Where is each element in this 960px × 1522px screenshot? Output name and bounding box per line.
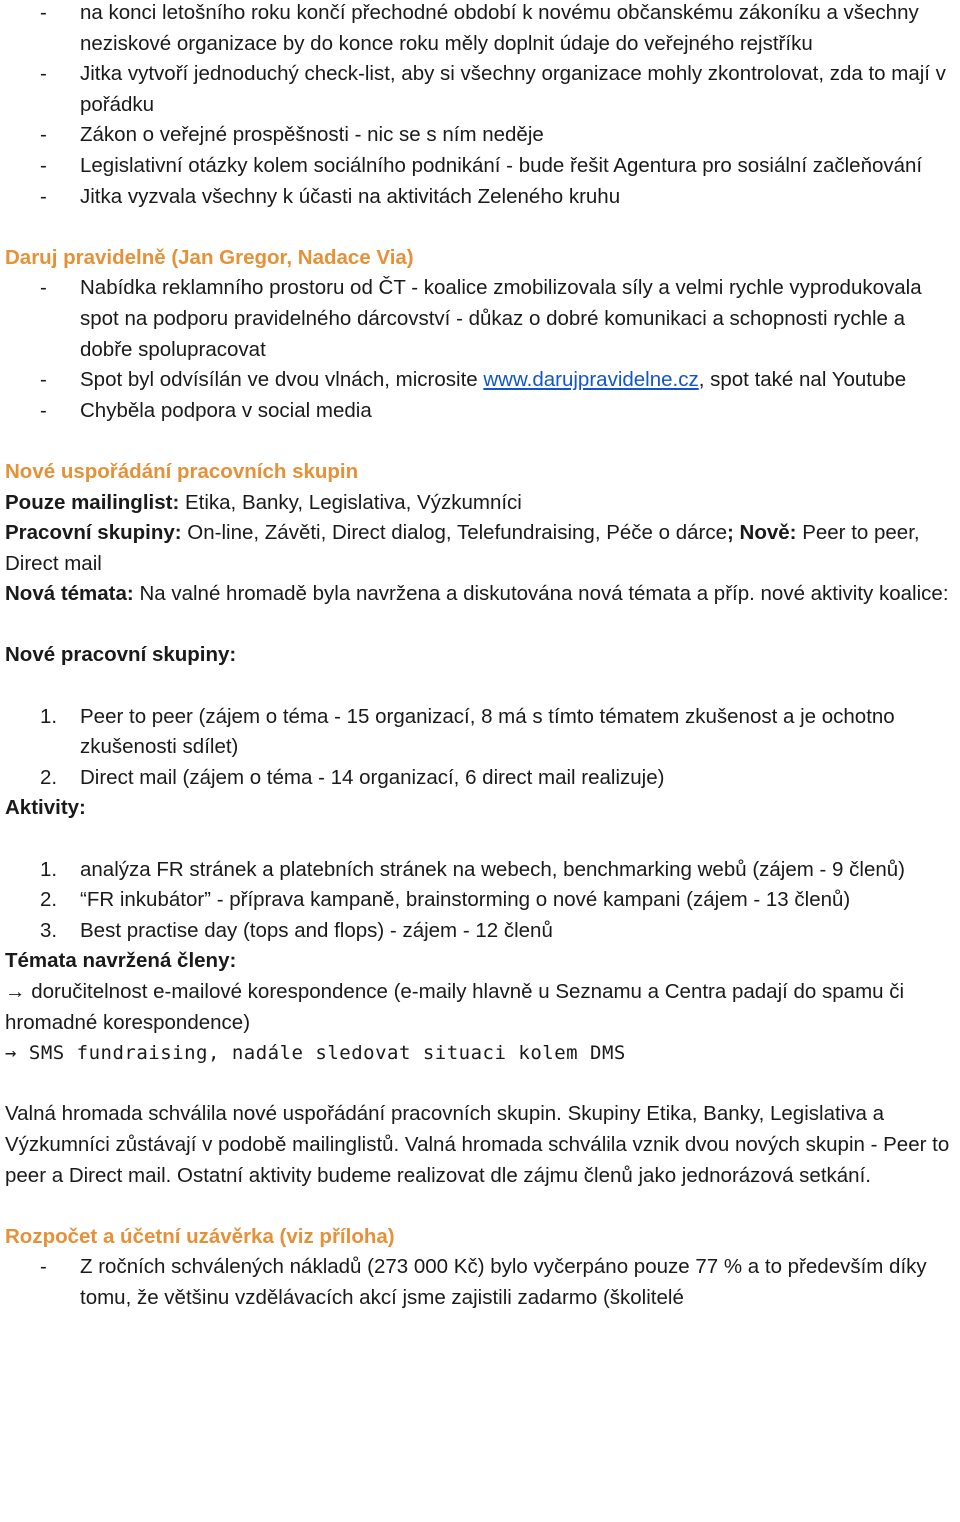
mailinglist-line: Pouze mailinglist: Etika, Banky, Legislativa, Výzkumníci xyxy=(5,490,522,514)
list-item: - Zákon o veřejné prospěšnosti - nic se s ním neděje xyxy=(5,120,957,151)
list-item: - Legislativní otázky kolem sociálního podnikání - bude řešit Agentura pro sosiální začleňování xyxy=(5,151,957,182)
list-item-text: Jitka vyzvala všechny k účasti na aktivitách Zeleného kruhu xyxy=(80,184,621,208)
list-item-text: Jitka vytvoří jednoduchý check-list, aby si všechny organizace mohly zkontrolovat, zda to mají v pořádku xyxy=(80,62,946,116)
list-item: - Nabídka reklamního prostoru od ČT - koalice zmobilizovala síly a velmi rychle vyprodukovala spot na podporu pravidelného dárcovství - důkaz o dobré komunikaci a schopnosti rychle a dobře spolupracovat xyxy=(5,273,957,365)
numbered-item: 2. Direct mail (zájem o téma - 14 organizací, 6 direct mail realizuje) xyxy=(40,765,665,789)
nove-skupiny-heading: Nové pracovní skupiny: xyxy=(5,643,237,667)
navrzena-item: → SMS fundraising, nadále sledovat situaci kolem DMS xyxy=(5,1042,626,1065)
list-item-text: Spot byl odvísílán ve dvou vlnách, microsite www.darujpravidelne.cz, spot také nal Youtube xyxy=(80,368,907,392)
numbered-item: 3. Best practise day (tops and flops) - zájem - 12 členů xyxy=(40,918,553,942)
list-item: - Jitka vyzvala všechny k účasti na aktivitách Zeleného kruhu xyxy=(5,182,957,213)
list-item-text: Zákon o veřejné prospěšnosti - nic se s ním neděje xyxy=(80,123,544,147)
list-item-text: Legislativní otázky kolem sociálního podnikání - bude řešit Agentura pro sosiální začleňování xyxy=(80,153,923,177)
list-item: - Z ročních schválených nákladů (273 000 Kč) bylo vyčerpáno pouze 77 % a to především díky tomu, že většinu vzdělávacích akcí jsme zajistili zadarmo (školitelé xyxy=(5,1252,957,1313)
section-heading-skupiny: Nové uspořádání pracovních skupin xyxy=(5,459,359,483)
list-item-text: Nabídka reklamního prostoru od ČT - koalice zmobilizovala síly a velmi rychle vyprodukovala spot na podporu pravidelného dárcovství - důkaz o dobré komunikaci a schopnosti rychle a dobře spolupracovat xyxy=(80,276,922,361)
list-item: - Jitka vytvoří jednoduchý check-list, aby si všechny organizace mohly zkontrolovat, zda to mají v pořádku xyxy=(5,59,957,120)
list-item: - na konci letošního roku končí přechodné období k novému občanskému zákoníku a všechny neziskové organizace by do konce roku měly doplnit údaje do veřejného rejstříku xyxy=(5,0,957,59)
aktivity-heading: Aktivity: xyxy=(5,796,86,820)
microsite-link[interactable]: www.darujpravidelne.cz xyxy=(483,368,699,392)
list-item: - Chyběla podpora v social media xyxy=(5,396,957,427)
numbered-item: 1. Peer to peer (zájem o téma - 15 organizací, 8 má s tímto tématem zkušenost a je ochotno zkušenosti sdílet) xyxy=(40,704,895,759)
list-item-text: na konci letošního roku končí přechodné období k novému občanskému zákoníku a všechny neziskové organizace by do konce roku měly doplnit údaje do veřejného rejstříku xyxy=(80,1,919,55)
list-item-text: Chyběla podpora v social media xyxy=(80,398,372,422)
numbered-item: 1. analýza FR stránek a platebních stránek na webech, benchmarking webů (zájem - 9 členů) xyxy=(40,857,905,881)
summary-paragraph: Valná hromada schválila nové uspořádání pracovních skupin. Skupiny Etika, Banky, Legislativa a Výzkumníci zůstávají v podobě mailinglistů. Valná hromada schválila vznik dvou nových skupin - Peer to peer a Direct mail. Ostatní aktivity budeme realizovat dle zájmu členů jako jednorázová setkání. xyxy=(5,1102,950,1187)
numbered-item: 2. “FR inkubátor” - příprava kampaně, brainstorming o nové kampani (zájem - 13 členů) xyxy=(40,888,851,912)
section-heading-rozpocet: Rozpočet a účetní uzávěrka (viz příloha) xyxy=(5,1224,395,1248)
pracovni-skupiny-line: Pracovní skupiny: On-line, Závěti, Direct dialog, Telefundraising, Péče o dárce; Nově: Peer to peer, Direct mail xyxy=(5,521,920,575)
navrzena-heading: Témata navržená členy: xyxy=(5,949,237,973)
document-page xyxy=(5,0,957,1314)
nova-temata-line: Nová témata: Na valné hromadě byla navržena a diskutována nová témata a příp. nové aktivity koalice: xyxy=(5,582,949,606)
list-item: - Spot byl odvísílán ve dvou vlnách, microsite www.darujpravidelne.cz, spot také nal Youtube xyxy=(5,365,957,396)
section-heading-daruj: Daruj pravidelně (Jan Gregor, Nadace Via) xyxy=(5,245,414,269)
navrzena-item: → doručitelnost e-mailové korespondence (e-maily hlavně u Seznamu a Centra padají do spamu či hromadné korespondence) xyxy=(5,980,905,1034)
list-item-text: Z ročních schválených nákladů (273 000 Kč) bylo vyčerpáno pouze 77 % a to především díky tomu, že většinu vzdělávacích akcí jsme zajistili zadarmo (školitelé xyxy=(80,1255,927,1309)
